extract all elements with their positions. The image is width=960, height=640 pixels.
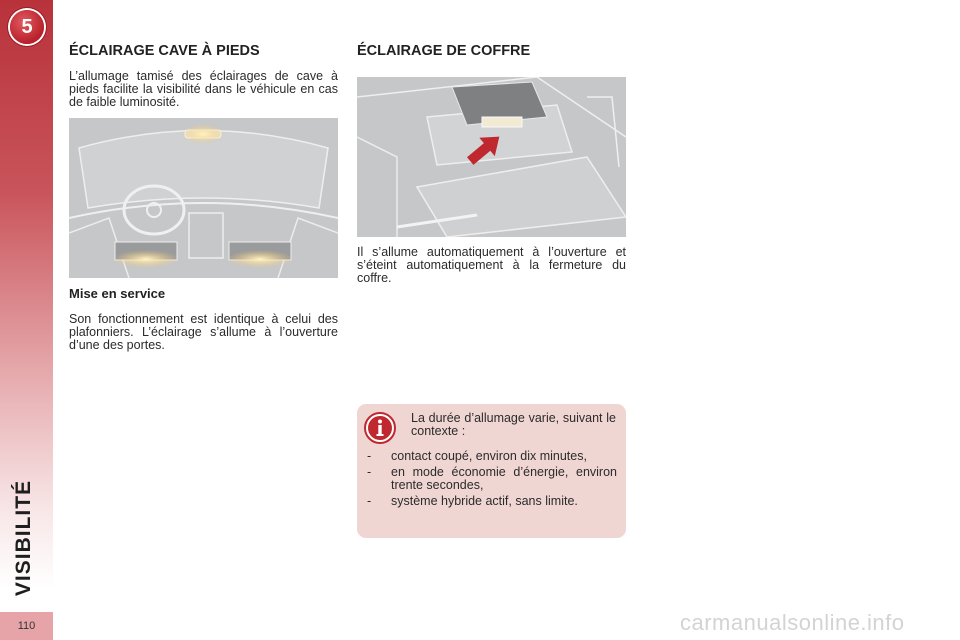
- info-icon: [364, 412, 396, 444]
- footwell-lighting-title: ÉCLAIRAGE CAVE À PIEDS: [69, 43, 260, 59]
- list-item-text: en mode économie d’énergie, environ trente secondes,: [391, 465, 617, 492]
- watermark: carmanualsonline.info: [680, 610, 905, 635]
- info-box: [357, 404, 626, 538]
- list-bullet: -: [367, 494, 372, 508]
- footwell-lighting-illustration: [69, 118, 338, 278]
- boot-lighting-body: Il s’allume automatiquement à l’ouverture et s’éteint automatiquement à la fermeture du coffre.: [357, 245, 626, 285]
- activation-body: Son fonctionnement est identique à celui des plafonniers. L’éclairage s’allume à l’ouverture d’une des portes.: [69, 312, 338, 352]
- list-item: [365, 495, 617, 508]
- section-title-text: VISIBILITÉ: [12, 479, 35, 596]
- list-bullet: -: [367, 465, 372, 479]
- info-intro: La durée d’allumage varie, suivant le contexte :: [411, 411, 616, 438]
- page-number: 110: [0, 612, 53, 640]
- list-item: [365, 466, 617, 492]
- info-list: [365, 450, 617, 511]
- list-item-text: système hybride actif, sans limite.: [391, 494, 578, 508]
- footwell-lighting-intro: L’allumage tamisé des éclairages de cave à pieds facilite la visibilité dans le véhicule en cas de faible luminosité.: [69, 69, 338, 109]
- chapter-sidebar: [0, 0, 53, 640]
- list-item: [365, 450, 617, 463]
- list-item-text: contact coupé, environ dix minutes,: [391, 449, 587, 463]
- chapter-number-badge: 5: [10, 10, 44, 44]
- boot-lighting-title: ÉCLAIRAGE DE COFFRE: [357, 43, 531, 59]
- section-title-vertical: [4, 480, 44, 595]
- list-bullet: -: [367, 449, 372, 463]
- activation-subheading: Mise en service: [69, 286, 166, 301]
- boot-lighting-illustration: [357, 77, 626, 237]
